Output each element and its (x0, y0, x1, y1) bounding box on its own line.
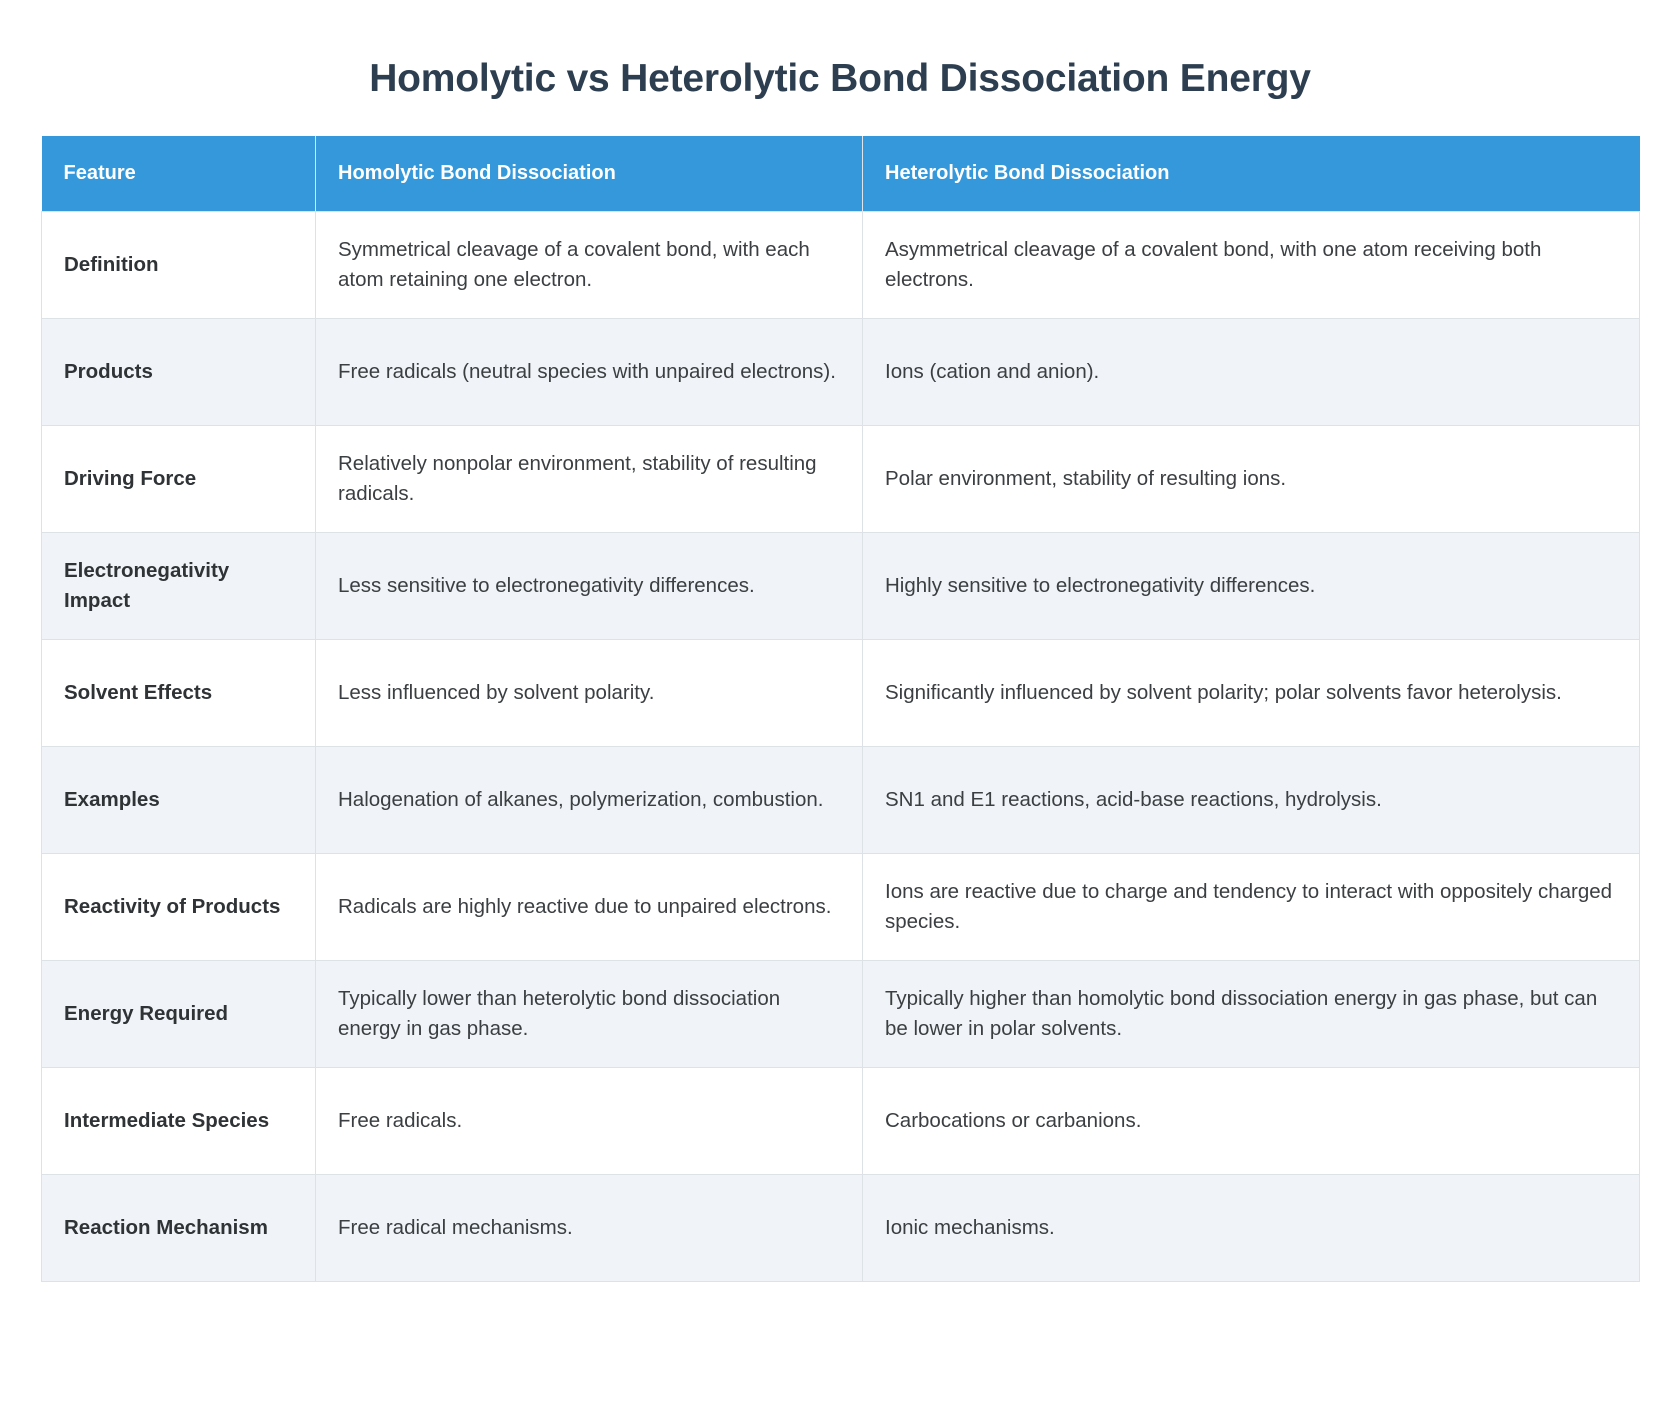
page-title: Homolytic vs Heterolytic Bond Dissociation Energy (369, 57, 1311, 101)
table-row (42, 960, 1640, 1067)
cell-feature: Electronegativity Impact (42, 532, 316, 639)
cell-heterolytic: Typically higher than homolytic bond dissociation energy in gas phase, but can be lower in polar solvents. (863, 960, 1640, 1067)
table-row (42, 1067, 1640, 1174)
table-row (42, 853, 1640, 960)
table-row (42, 211, 1640, 318)
cell-feature: Definition (42, 211, 316, 318)
column-header-feature: Feature (42, 136, 316, 212)
cell-homolytic: Free radicals. (316, 1067, 863, 1174)
cell-feature: Reactivity of Products (42, 853, 316, 960)
cell-feature: Energy Required (42, 960, 316, 1067)
cell-heterolytic: Polar environment, stability of resulting ions. (863, 425, 1640, 532)
header-row (42, 136, 1640, 212)
cell-homolytic: Free radicals (neutral species with unpaired electrons). (316, 318, 863, 425)
table-body (42, 211, 1640, 1281)
table-row (42, 746, 1640, 853)
cell-heterolytic: Highly sensitive to electronegativity differences. (863, 532, 1640, 639)
column-header-homolytic: Homolytic Bond Dissociation (316, 136, 863, 212)
cell-heterolytic: Ions are reactive due to charge and tendency to interact with oppositely charged species. (863, 853, 1640, 960)
comparison-table-container (41, 136, 1639, 1282)
cell-heterolytic: Ionic mechanisms. (863, 1174, 1640, 1281)
cell-homolytic: Free radical mechanisms. (316, 1174, 863, 1281)
cell-heterolytic: Carbocations or carbanions. (863, 1067, 1640, 1174)
cell-feature: Examples (42, 746, 316, 853)
cell-heterolytic: Asymmetrical cleavage of a covalent bond, with one atom receiving both electrons. (863, 211, 1640, 318)
cell-homolytic: Symmetrical cleavage of a covalent bond, with each atom retaining one electron. (316, 211, 863, 318)
cell-heterolytic: SN1 and E1 reactions, acid-base reactions, hydrolysis. (863, 746, 1640, 853)
table-row (42, 318, 1640, 425)
cell-homolytic: Less influenced by solvent polarity. (316, 639, 863, 746)
cell-feature: Solvent Effects (42, 639, 316, 746)
column-header-heterolytic: Heterolytic Bond Dissociation (863, 136, 1640, 212)
table-row (42, 425, 1640, 532)
table-header (42, 136, 1640, 212)
cell-homolytic: Typically lower than heterolytic bond dissociation energy in gas phase. (316, 960, 863, 1067)
cell-heterolytic: Ions (cation and anion). (863, 318, 1640, 425)
cell-feature: Reaction Mechanism (42, 1174, 316, 1281)
table-row (42, 1174, 1640, 1281)
cell-feature: Intermediate Species (42, 1067, 316, 1174)
cell-homolytic: Less sensitive to electronegativity differences. (316, 532, 863, 639)
comparison-table (41, 136, 1640, 1282)
table-row (42, 532, 1640, 639)
cell-homolytic: Radicals are highly reactive due to unpaired electrons. (316, 853, 863, 960)
cell-feature: Driving Force (42, 425, 316, 532)
cell-homolytic: Relatively nonpolar environment, stability of resulting radicals. (316, 425, 863, 532)
table-row (42, 639, 1640, 746)
cell-homolytic: Halogenation of alkanes, polymerization, combustion. (316, 746, 863, 853)
cell-heterolytic: Significantly influenced by solvent polarity; polar solvents favor heterolysis. (863, 639, 1640, 746)
cell-feature: Products (42, 318, 316, 425)
page-root (0, 26, 1680, 1408)
